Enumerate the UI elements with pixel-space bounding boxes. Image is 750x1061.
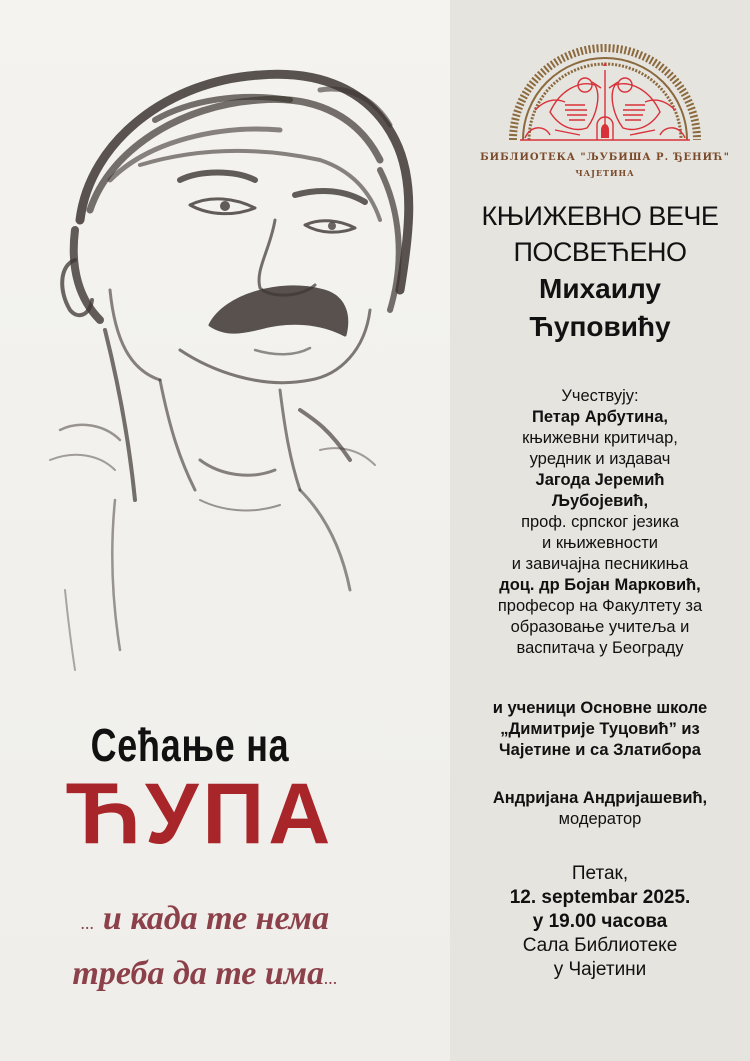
title-memory-of: Сећање на [90, 719, 290, 771]
tagline-ellipsis: ... [324, 968, 338, 988]
event-venue: Сала Библиотеке [522, 935, 678, 956]
tagline-text-2: треба да те има [72, 955, 325, 992]
tagline-ellipsis: ... [80, 913, 95, 933]
participant-1-name: Петар Арбутина [531, 408, 664, 426]
participants-label: Учествују: [561, 387, 639, 405]
moderator-role: модератор [558, 810, 642, 828]
participant-role: и завичајна песникиња [511, 555, 689, 573]
participant-name: доц. др Бојан Марковић, [499, 576, 701, 594]
moderator-name: Андријана Андријашевић, [492, 789, 708, 807]
participant-name [450, 407, 750, 428]
participant-role: професор на Факултету за [497, 597, 703, 615]
heading-line-2: ПОСВЕЋЕНО [513, 237, 687, 267]
tagline-text-1: и када те нема [94, 900, 330, 937]
participant-role: васпитача у Београду [516, 639, 684, 657]
participant-name: Љубојевић, [551, 492, 649, 510]
event-date: 12. septembar 2025. [509, 887, 691, 908]
participant-role: књижевни критичар, [522, 429, 678, 447]
participant-role: и књижевности [542, 534, 658, 552]
participant-role: проф. српског језика [521, 513, 679, 531]
participant-role: образовање учитеља и [510, 618, 690, 636]
honoree-last-name: Ћуповићу [529, 311, 671, 342]
portrait-sketch-icon [20, 30, 440, 680]
participants-block [450, 386, 750, 659]
honoree-first-name: Михаилу [539, 273, 661, 304]
students-block [450, 698, 750, 761]
moderator-block [450, 788, 750, 830]
tagline-line-1 [40, 900, 370, 938]
library-name: БИБЛИОТЕКА "ЉУБИША Р. ЂЕНИЋ" [480, 152, 730, 163]
tagline-line-2 [40, 955, 370, 993]
comma: , [663, 408, 669, 426]
date-venue-block [450, 862, 750, 982]
participant-name: Јагода Јеремић [535, 471, 665, 489]
event-heading [450, 198, 750, 346]
title-name: ЋУПА [65, 766, 335, 862]
students-line: „Димитрије Туцовић” из [500, 720, 700, 738]
participant-role: уредник и издавач [529, 450, 671, 468]
event-day: Петак, [571, 863, 629, 884]
students-line: и ученици Основне школе [492, 699, 708, 717]
students-line: Чајетине и са Златибора [499, 741, 701, 759]
event-time: у 19.00 часова [532, 911, 668, 932]
event-venue-city: у Чајетини [553, 959, 647, 980]
library-emblem-icon [505, 40, 705, 145]
library-city: ЧАЈЕТИНА [575, 168, 635, 178]
heading-line-1: КЊИЖЕВНО ВЕЧЕ [481, 201, 719, 231]
